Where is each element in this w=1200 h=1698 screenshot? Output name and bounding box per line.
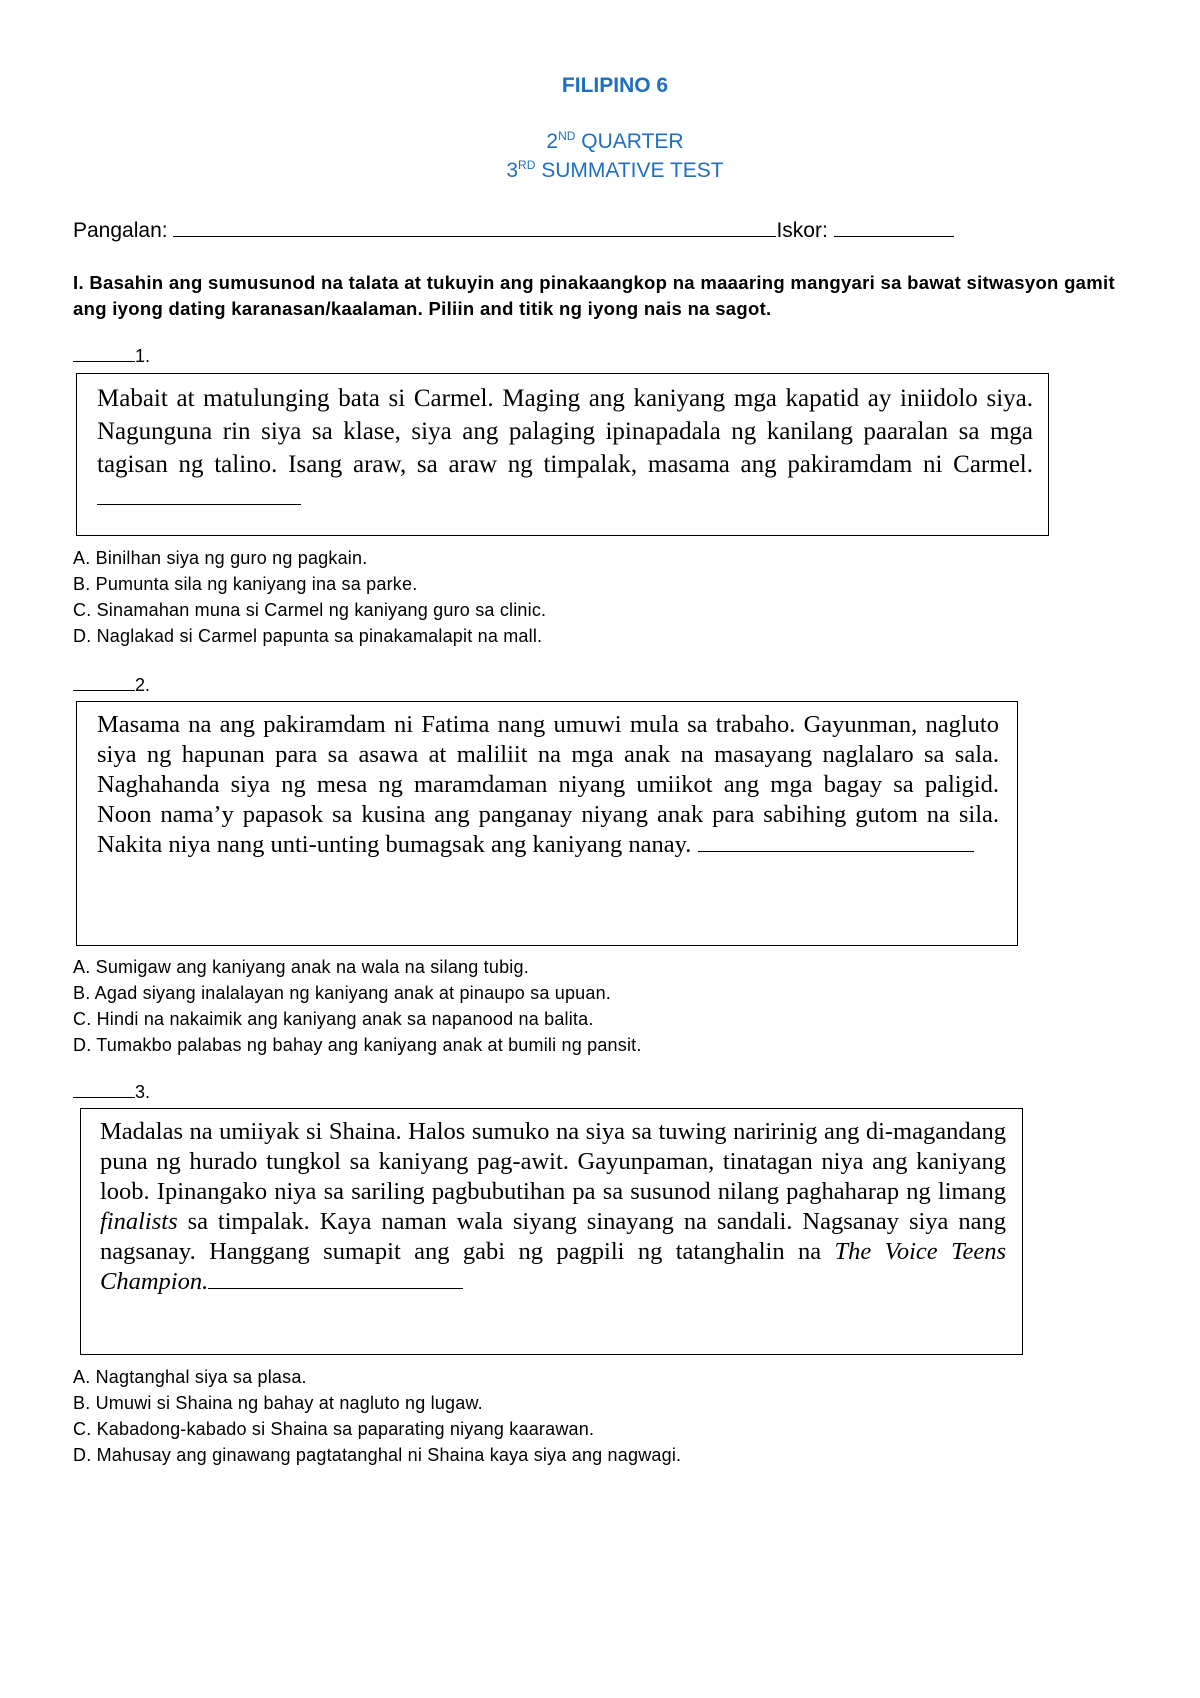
answer-blank[interactable] xyxy=(73,1083,135,1098)
passage-1 xyxy=(97,382,1033,514)
passage-text-a: Madalas na umiiyak si Shaina. Halos sumuko na siya sa tuwing naririnig ang di-magandang puna ng hurado tungkol sa kaniyang pag-awit. Gayunpaman, tinatagan niya ang kaniyang loob. Ipinangako niya sa sariling pagbubutihan pa sa susunod nilang paghaharap ng limang xyxy=(100,1118,1006,1205)
passage-blank xyxy=(97,486,301,505)
quarter-number: 2 xyxy=(546,130,559,153)
answer-blank[interactable] xyxy=(73,676,135,691)
worksheet-title: FILIPINO 6 xyxy=(561,74,669,97)
choice-b[interactable]: B. Agad siyang inalalayan ng kaniyang anak at pinaupo sa upuan. xyxy=(73,983,612,1003)
passage-text: Masama na ang pakiramdam ni Fatima nang umuwi mula sa trabaho. Gayunman, nagluto siya ng hapunan para sa asawa at maliliit na mga anak na masayang naglalaro sa sala. Naghahanda siya ng mesa ng maramdaman niyang umiikot ang mga bagay sa paligid. Noon nama’y papasok sa kusina ang panganay niyang anak para sabihing gutom na sila. Nakita niya nang unti-unting bumagsak ang kaniyang nanay. xyxy=(97,711,999,858)
question-3-label xyxy=(73,1082,150,1103)
quarter-heading xyxy=(0,130,1200,154)
choices-3 xyxy=(73,1364,681,1468)
choice-d[interactable]: D. Naglakad si Carmel papunta sa pinakamalapit na mall. xyxy=(73,626,543,646)
question-2-label xyxy=(73,675,150,696)
question-1-label xyxy=(73,346,150,367)
question-number: 3. xyxy=(135,1082,151,1102)
choice-c[interactable]: C. Hindi na nakaimik ang kaniyang anak sa napanood na balita. xyxy=(73,1009,594,1029)
choice-d[interactable]: D. Tumakbo palabas ng bahay ang kaniyang anak at bumili ng pansit. xyxy=(73,1035,642,1055)
passage-text-b: sa timpalak. Kaya naman wala siyang sinayang na sandali. Nagsanay siya nang nagsanay. Hanggang sumapit ang gabi ng pagpili ng tatanghalin na xyxy=(100,1208,1006,1265)
passage-2 xyxy=(97,710,999,860)
passage-blank xyxy=(698,833,974,852)
student-info-line xyxy=(73,216,954,243)
answer-blank[interactable] xyxy=(73,347,135,362)
choice-a[interactable]: A. Binilhan siya ng guro ng pagkain. xyxy=(73,548,368,568)
passage-blank xyxy=(208,1270,463,1289)
choice-c[interactable]: C. Kabadong-kabado si Shaina sa paparating niyang kaarawan. xyxy=(73,1419,595,1439)
choice-b[interactable]: B. Pumunta sila ng kaniyang ina sa parke. xyxy=(73,574,418,594)
quarter-text: QUARTER xyxy=(575,130,684,153)
choice-b[interactable]: B. Umuwi si Shaina ng bahay at nagluto ng lugaw. xyxy=(73,1393,483,1413)
passage-3 xyxy=(100,1117,1006,1297)
test-heading xyxy=(0,159,1200,183)
test-text: SUMMATIVE TEST xyxy=(535,159,724,182)
quarter-ordinal: ND xyxy=(558,129,576,143)
test-number: 3 xyxy=(506,159,519,182)
choice-d[interactable]: D. Mahusay ang ginawang pagtatanghal ni Shaina kaya siya ang nagwagi. xyxy=(73,1445,682,1465)
instructions: I. Basahin ang sumusunod na talata at tukuyin ang pinakaangkop na maaaring mangyari sa bawat sitwasyon gamit ang iyong dating karanasan/kaalaman. Piliin and titik ng iyong nais na sagot. xyxy=(73,272,1115,319)
score-label: Iskor: xyxy=(776,219,828,242)
score-blank[interactable] xyxy=(834,216,954,237)
passage-emphasis-finalists: finalists xyxy=(100,1208,178,1235)
choices-2 xyxy=(73,954,642,1058)
passage-emphasis-title: The Voice Teens Champion. xyxy=(100,1238,1006,1295)
question-number: 1. xyxy=(135,346,151,366)
name-label: Pangalan: xyxy=(73,219,168,242)
name-blank[interactable] xyxy=(173,216,776,237)
choice-a[interactable]: A. Nagtanghal siya sa plasa. xyxy=(73,1367,307,1387)
test-ordinal: RD xyxy=(518,158,536,172)
choice-a[interactable]: A. Sumigaw ang kaniyang anak na wala na silang tubig. xyxy=(73,957,529,977)
choice-c[interactable]: C. Sinamahan muna si Carmel ng kaniyang guro sa clinic. xyxy=(73,600,547,620)
passage-text: Mabait at matulunging bata si Carmel. Maging ang kaniyang mga kapatid ay iniidolo siya. Nagunguna rin siya sa klase, siya ang palaging ipinapadala ng kanilang paaralan sa mga tagisan ng talino. Isang araw, sa araw ng timpalak, masama ang pakiramdam ni Carmel. xyxy=(97,385,1033,478)
question-number: 2. xyxy=(135,675,151,695)
choices-1 xyxy=(73,545,546,649)
